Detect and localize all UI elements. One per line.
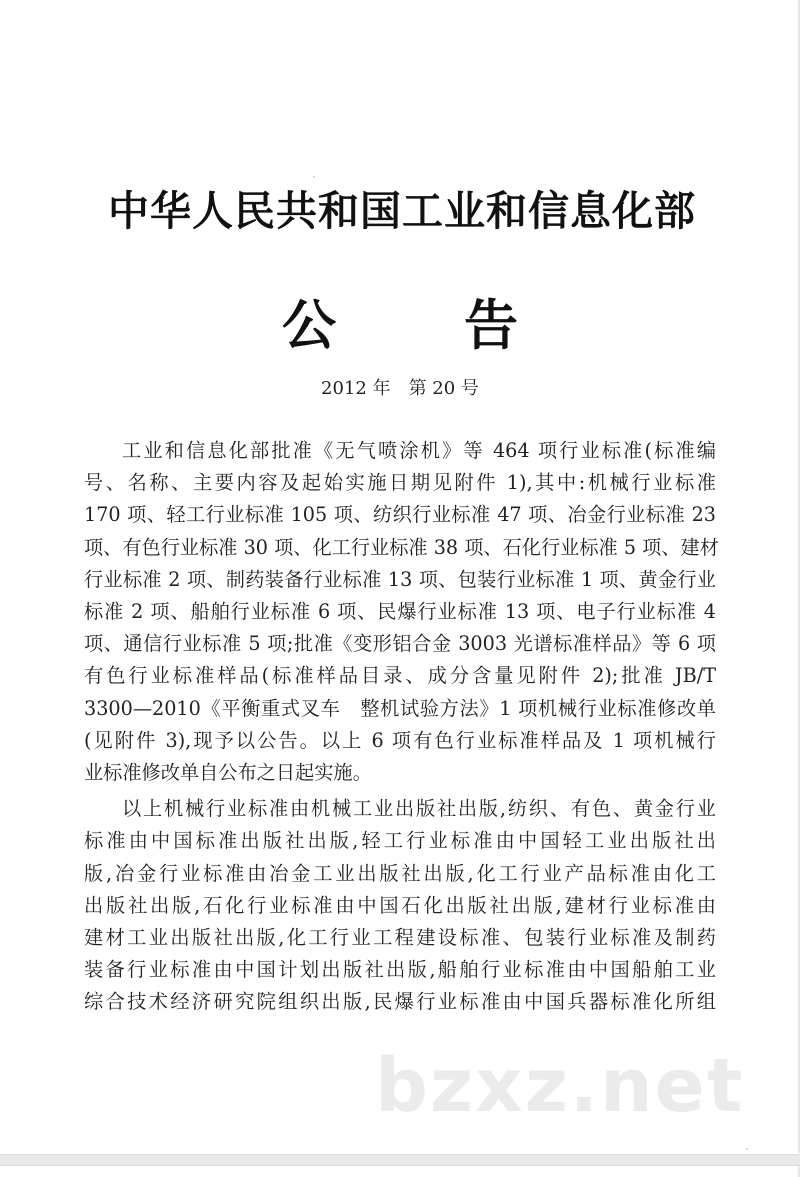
text-line: 行业标准 2 项、制药装备行业标准 13 项、包装行业标准 1 项、黄金行业 (84, 567, 716, 591)
text-line: 项、有色行业标准 30 项、化工行业标准 38 项、石化行业标准 5 项、建材 (84, 535, 719, 559)
watermark: bzxz.net (375, 1043, 745, 1129)
text-line: 建材工业出版社出版,化工行业工程建设标准、包装行业标准及制药 (84, 926, 716, 950)
issue-no: 第 20 号 (408, 378, 479, 399)
scan-speck (313, 176, 315, 178)
text-line: 标准 2 项、船舶行业标准 6 项、民爆行业标准 13 项、电子行业标准 4 (84, 600, 716, 624)
text-line: 出版社出版,石化行业标准由中国石化出版社出版,建材行业标准由 (84, 893, 716, 917)
text-line: 版,冶金行业标准由冶金工业出版社出版,化工行业产品标准由化工 (84, 861, 716, 885)
text-line: 号、名称、主要内容及起始实施日期见附件 1),其中:机械行业标准 (84, 471, 716, 495)
announcement-heading (0, 283, 800, 360)
page-separator (0, 1154, 800, 1166)
scan-speck (746, 1148, 748, 1150)
text-line: 工业和信息化部批准《无气喷涂机》等 464 项行业标准(标准编 (122, 439, 716, 462)
announcement-body (84, 435, 719, 1019)
text-line: 装备行业标准由中国计划出版社出版,船舶行业标准由中国船舶工业 (84, 958, 716, 982)
next-page-edge (0, 1166, 800, 1177)
heading-char-1: 公 (282, 293, 336, 357)
issue-year: 2012 年 (321, 378, 391, 399)
issue-number (0, 374, 800, 400)
text-line: 3300—2010《平衡重式叉车 整机试验方法》1 项机械行业标准修改单 (84, 696, 716, 720)
text-line: 标准由中国标准出版社出版,轻工行业标准由中国轻工业出版社出 (84, 829, 716, 853)
text-line: 170 项、轻工行业标准 105 项、纺织行业标准 47 项、冶金行业标准 23 (84, 503, 716, 527)
heading-char-2: 告 (464, 293, 518, 357)
paragraph-1 (84, 435, 719, 789)
text-line: 业标准修改单自公布之日起实施。 (84, 761, 372, 785)
paragraph-2 (84, 793, 716, 1018)
text-line: (见附件 3),现予以公告。以上 6 项有色行业标准样品及 1 项机械行 (84, 728, 716, 752)
ministry-title: 中华人民共和国工业和信息化部 (108, 187, 696, 235)
text-line: 以上机械行业标准由机械工业出版社出版,纺织、有色、黄金行业 (122, 797, 716, 821)
text-line: 项、通信行业标准 5 项;批准《变形铝合金 3003 光谱标准样品》等 6 项 (84, 632, 716, 656)
text-line: 有色行业标准样品(标准样品目录、成分含量见附件 2);批准 JB/T (84, 664, 716, 688)
text-line: 综合技术经济研究院组织出版,民爆行业标准由中国兵器标准化所组 (84, 990, 716, 1014)
